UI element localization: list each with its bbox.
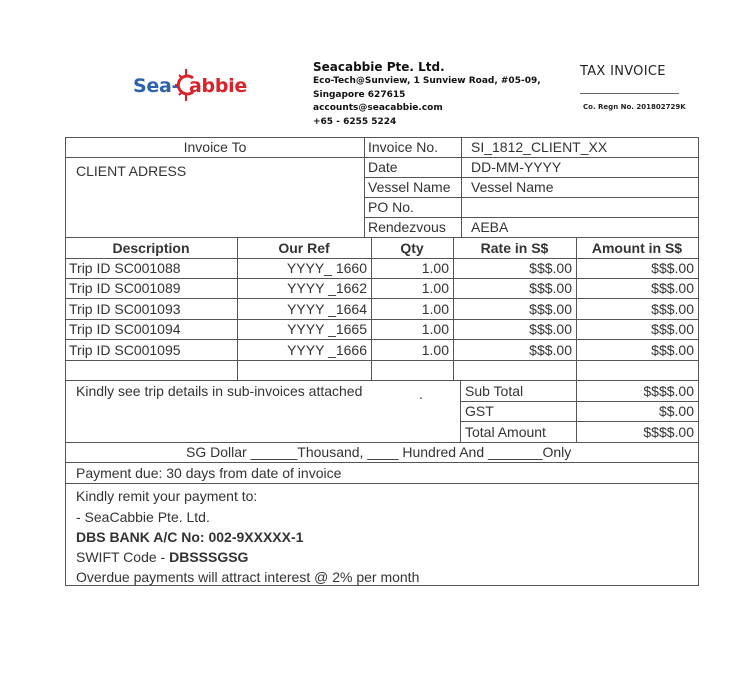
invoice-no-value: SI_1812_CLIENT_XX bbox=[471, 139, 608, 155]
row-ref: YYYY _1666 bbox=[287, 342, 367, 358]
gst-value: $$.00 bbox=[658, 403, 694, 419]
invoice-no-label: Invoice No. bbox=[368, 139, 439, 155]
invoice-to-label: Invoice To bbox=[183, 139, 247, 155]
total-amount-label: Total Amount bbox=[465, 424, 546, 440]
logo-text-cabbie: abbie bbox=[189, 75, 247, 97]
grid-line bbox=[65, 380, 699, 381]
grid-line bbox=[65, 462, 699, 463]
row-qty: 1.00 bbox=[421, 280, 449, 296]
row-ref: YYYY _1662 bbox=[287, 280, 367, 296]
total-amount-value: $$$$.00 bbox=[643, 424, 694, 440]
vessel-name-value: Vessel Name bbox=[471, 179, 554, 195]
grid-line bbox=[65, 298, 699, 299]
row-qty: 1.00 bbox=[421, 321, 449, 337]
company-name: Seacabbie Pte. Ltd. bbox=[313, 60, 445, 74]
grid-line bbox=[65, 483, 699, 484]
company-phone: +65 - 6255 5224 bbox=[313, 116, 397, 127]
col-header-rate: Rate in S$ bbox=[480, 240, 549, 256]
row-description: Trip ID SC001088 bbox=[69, 260, 181, 276]
sub-total-label: Sub Total bbox=[465, 383, 524, 399]
col-header-our-ref: Our Ref bbox=[278, 240, 330, 256]
col-header-qty: Qty bbox=[400, 240, 424, 256]
po-no-label: PO No. bbox=[368, 199, 414, 215]
row-rate: $$$.00 bbox=[529, 301, 572, 317]
rendezvous-value: AEBA bbox=[471, 219, 509, 235]
remit-payee: - SeaCabbie Pte. Ltd. bbox=[76, 509, 210, 525]
date-value: DD-MM-YYYY bbox=[471, 159, 562, 175]
sub-total-value: $$$$.00 bbox=[643, 383, 694, 399]
company-info bbox=[313, 60, 541, 129]
grid-line bbox=[461, 137, 462, 237]
logo-text-sea: Sea- bbox=[133, 75, 180, 97]
amount-in-words: SG Dollar ______Thousand, ____ Hundred And _______Only bbox=[186, 444, 572, 460]
grid-line bbox=[364, 197, 698, 198]
row-amount: $$$.00 bbox=[651, 342, 694, 358]
row-amount: $$$.00 bbox=[651, 260, 694, 276]
row-amount: $$$.00 bbox=[651, 280, 694, 296]
swift-line bbox=[76, 548, 248, 566]
col-header-description: Description bbox=[112, 240, 190, 256]
grid-line bbox=[65, 157, 365, 158]
row-ref: YYYY_ 1660 bbox=[286, 260, 367, 276]
payment-due: Payment due: 30 days from date of invoice bbox=[76, 465, 342, 481]
vessel-name-label: Vessel Name bbox=[368, 179, 451, 195]
document-title: TAX INVOICE bbox=[580, 64, 666, 79]
row-description: Trip ID SC001093 bbox=[69, 301, 181, 317]
swift-label: SWIFT Code - bbox=[76, 549, 170, 565]
row-amount: $$$.00 bbox=[651, 321, 694, 337]
date-label: Date bbox=[368, 159, 398, 175]
swift-code: DBSSSGSG bbox=[169, 549, 249, 565]
grid-line bbox=[65, 237, 699, 238]
company-registration: Co. Regn No. 201802729K bbox=[583, 103, 686, 111]
row-description: Trip ID SC001089 bbox=[69, 280, 181, 296]
row-qty: 1.00 bbox=[421, 301, 449, 317]
row-rate: $$$.00 bbox=[529, 321, 572, 337]
row-description: Trip ID SC001095 bbox=[69, 342, 181, 358]
sub-invoice-note: Kindly see trip details in sub-invoices attached bbox=[76, 383, 363, 399]
col-header-amount: Amount in S$ bbox=[591, 240, 683, 256]
row-ref: YYYY _1664 bbox=[287, 301, 367, 317]
overdue-notice: Overdue payments will attract interest @ 2% per month bbox=[76, 569, 420, 585]
company-address-line2: Singapore 627615 bbox=[313, 89, 406, 100]
bank-account: DBS BANK A/C No: 002-9XXXXX-1 bbox=[76, 529, 304, 545]
company-email: accounts@seacabbie.com bbox=[313, 103, 443, 113]
grid-line bbox=[65, 137, 66, 586]
grid-line bbox=[698, 137, 699, 586]
grid-line bbox=[65, 339, 699, 340]
row-rate: $$$.00 bbox=[529, 280, 572, 296]
row-description: Trip ID SC001094 bbox=[69, 321, 181, 337]
grid-line bbox=[460, 421, 698, 422]
gst-label: GST bbox=[465, 403, 494, 419]
company-logo bbox=[133, 67, 253, 107]
rendezvous-label: Rendezvous bbox=[368, 219, 446, 235]
grid-line bbox=[65, 360, 699, 361]
row-rate: $$$.00 bbox=[529, 260, 572, 276]
title-divider bbox=[580, 93, 679, 94]
row-ref: YYYY _1665 bbox=[287, 321, 367, 337]
remit-intro: Kindly remit your payment to: bbox=[76, 488, 258, 504]
row-rate: $$$.00 bbox=[529, 342, 572, 358]
company-address-line1: Eco-Tech@Sunview, 1 Sunview Road, #05-09, bbox=[313, 76, 541, 86]
client-address: CLIENT ADRESS bbox=[76, 163, 187, 179]
grid-line bbox=[460, 380, 461, 442]
row-amount: $$$.00 bbox=[651, 301, 694, 317]
note-dot: . bbox=[419, 386, 423, 402]
row-qty: 1.00 bbox=[421, 260, 449, 276]
row-qty: 1.00 bbox=[421, 342, 449, 358]
